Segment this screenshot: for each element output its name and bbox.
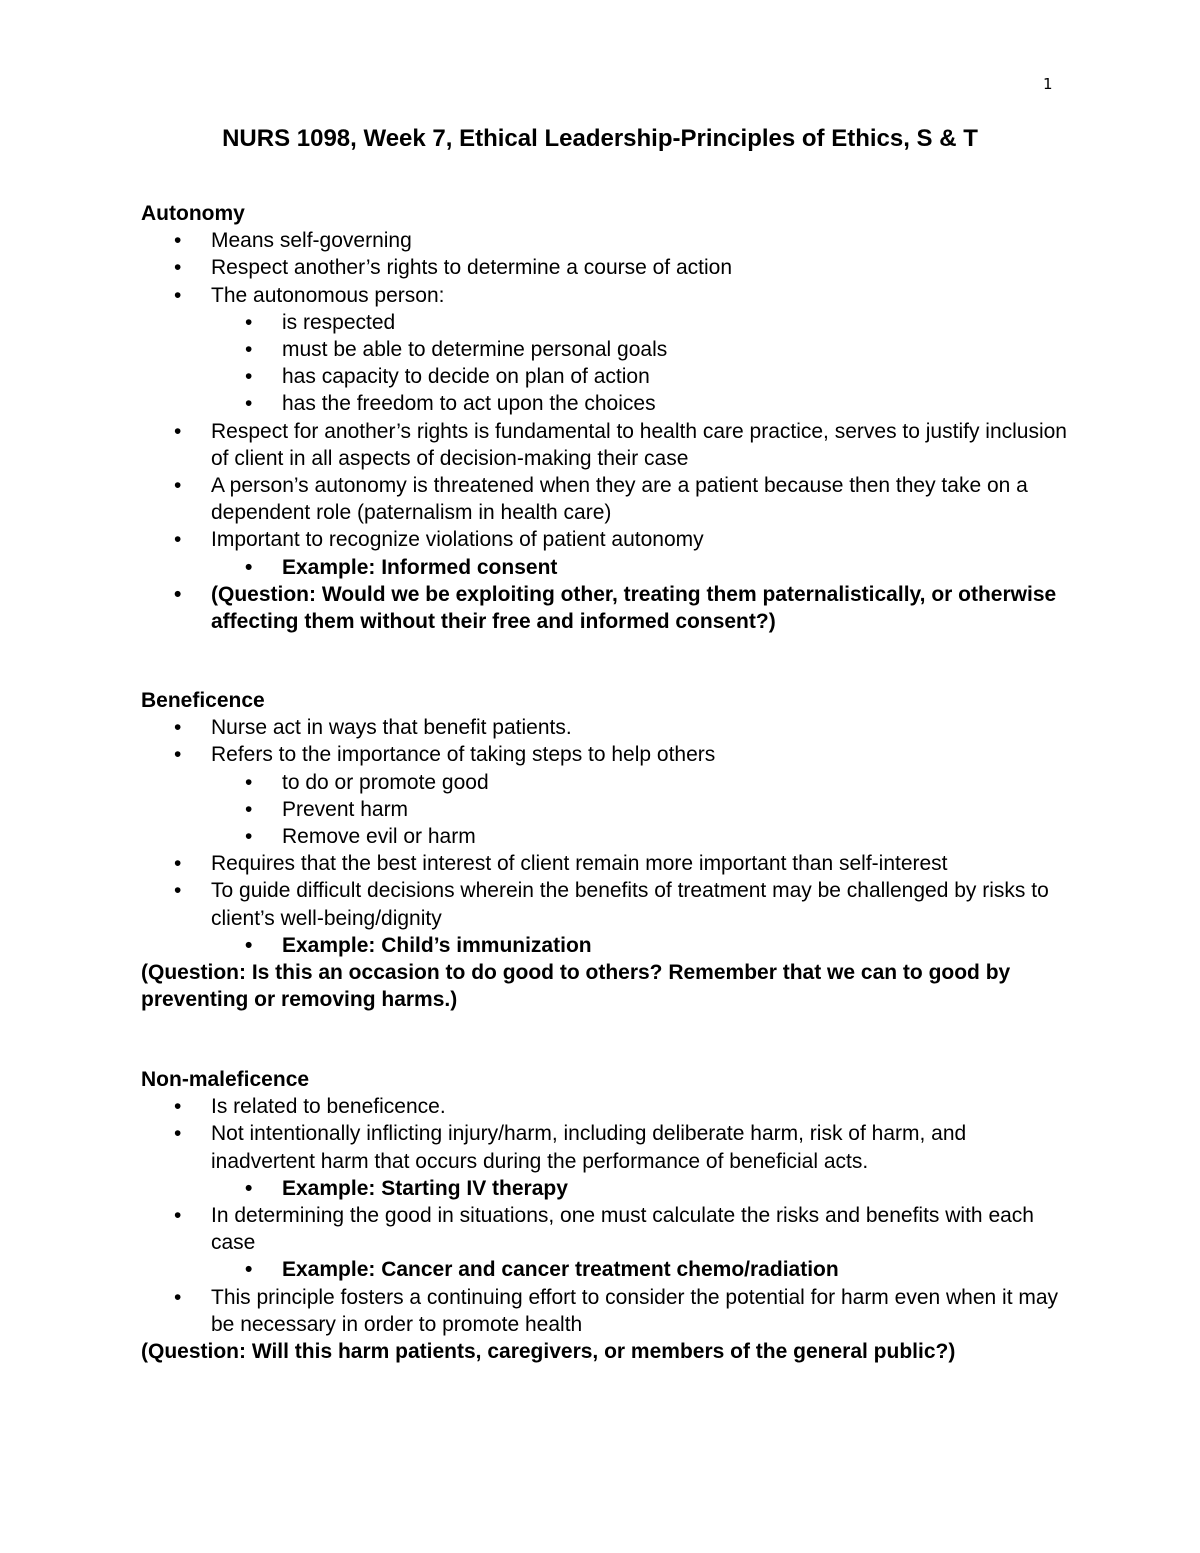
list-item: • This principle fosters a continuing effort to consider the potential for harm even when it may be necessary in order to promote health <box>174 1285 1059 1336</box>
bullet-icon: • <box>174 419 182 443</box>
bullet-icon: • <box>245 825 253 849</box>
example-item: • Example: Cancer and cancer treatment chemo/radiation <box>141 1256 1071 1283</box>
list-item: • To guide difficult decisions wherein the benefits of treatment may be challenged by risks to client’s well-being/dignity <box>174 879 1049 930</box>
bullet-icon: • <box>245 338 253 362</box>
question-text: (Question: Will this harm patients, caregivers, or members of the general public?) <box>141 1340 956 1364</box>
bullet-icon: • <box>245 1176 253 1200</box>
example-item: • Example: Child’s immunization <box>141 932 1071 959</box>
example-item: • Example: Informed consent <box>141 554 1071 581</box>
bullet-icon: • <box>174 1122 182 1146</box>
bullet-icon: • <box>174 1285 182 1309</box>
section-autonomy <box>141 200 1071 635</box>
list-item: • Is related to beneficence. <box>141 1093 1071 1120</box>
sub-list-item: • is respected <box>141 309 1071 336</box>
list-item: • Requires that the best interest of client remain more important than self-interest <box>141 850 1071 877</box>
question-text: (Question: Is this an occasion to do good to others? Remember that we can to good by preventing or removing harms.) <box>141 961 1011 1012</box>
bullet-icon: • <box>245 365 253 389</box>
list-item: • Refers to the importance of taking steps to help others <box>141 741 1071 768</box>
section-heading-non-maleficence: Non-maleficence <box>141 1068 310 1091</box>
bullet-icon: • <box>245 770 253 794</box>
bullet-icon: • <box>174 528 182 552</box>
list-item: • The autonomous person: <box>141 282 1071 309</box>
sub-list-item: • Prevent harm <box>141 796 1071 823</box>
section-non-maleficence <box>141 1066 1071 1365</box>
bullet-icon: • <box>245 392 253 416</box>
bullet-icon: • <box>174 1204 182 1228</box>
example-item: • Example: Starting IV therapy <box>141 1175 1071 1202</box>
sub-list-item: • has capacity to decide on plan of action <box>141 363 1071 390</box>
bullet-icon: • <box>174 256 182 280</box>
section-heading-autonomy: Autonomy <box>141 202 245 225</box>
bullet-icon: • <box>245 555 253 579</box>
page-number: 1 <box>1043 75 1053 93</box>
list-item: • Nurse act in ways that benefit patients. <box>141 714 1071 741</box>
bullet-icon: • <box>174 283 182 307</box>
list-item: • Means self-governing <box>141 227 1071 254</box>
bullet-icon: • <box>174 852 182 876</box>
bullet-icon: • <box>245 797 253 821</box>
list-item: • Respect for another’s rights is fundamental to health care practice, serves to justify inclusion of client in all aspects of decision-making their case <box>174 419 1067 470</box>
bullet-icon: • <box>245 310 253 334</box>
bullet-icon: • <box>174 474 182 498</box>
bullet-icon: • <box>174 716 182 740</box>
document-title: NURS 1098, Week 7, Ethical Leadership-Principles of Ethics, S & T <box>222 125 978 152</box>
bullet-icon: • <box>174 879 182 903</box>
bullet-icon: • <box>174 229 182 253</box>
sub-list-item: • to do or promote good <box>141 769 1071 796</box>
list-item: • Not intentionally inflicting injury/harm, including deliberate harm, risk of harm, and inadvertent harm that occurs during the performance of beneficial acts. <box>174 1122 967 1173</box>
sub-list-item: • has the freedom to act upon the choices <box>141 390 1071 417</box>
bullet-icon: • <box>174 582 182 606</box>
section-beneficence <box>141 687 1071 1013</box>
bullet-icon: • <box>245 933 253 957</box>
sub-list-item: • Remove evil or harm <box>141 823 1071 850</box>
list-item: • Important to recognize violations of patient autonomy <box>141 526 1071 553</box>
section-heading-beneficence: Beneficence <box>141 689 265 712</box>
list-item: • A person’s autonomy is threatened when they are a patient because then they take on a dependent role (paternalism in health care) <box>174 474 1028 525</box>
sub-list-item: • must be able to determine personal goals <box>141 336 1071 363</box>
question-item: • (Question: Would we be exploiting other, treating them paternalistically, or otherwise affecting them without their free and informed consent?) <box>174 582 1057 634</box>
list-item: • Respect another’s rights to determine a course of action <box>141 254 1071 281</box>
bullet-icon: • <box>174 743 182 767</box>
bullet-icon: • <box>245 1258 253 1282</box>
list-item: • In determining the good in situations, one must calculate the risks and benefits with each case <box>174 1204 1034 1255</box>
bullet-icon: • <box>174 1095 182 1119</box>
